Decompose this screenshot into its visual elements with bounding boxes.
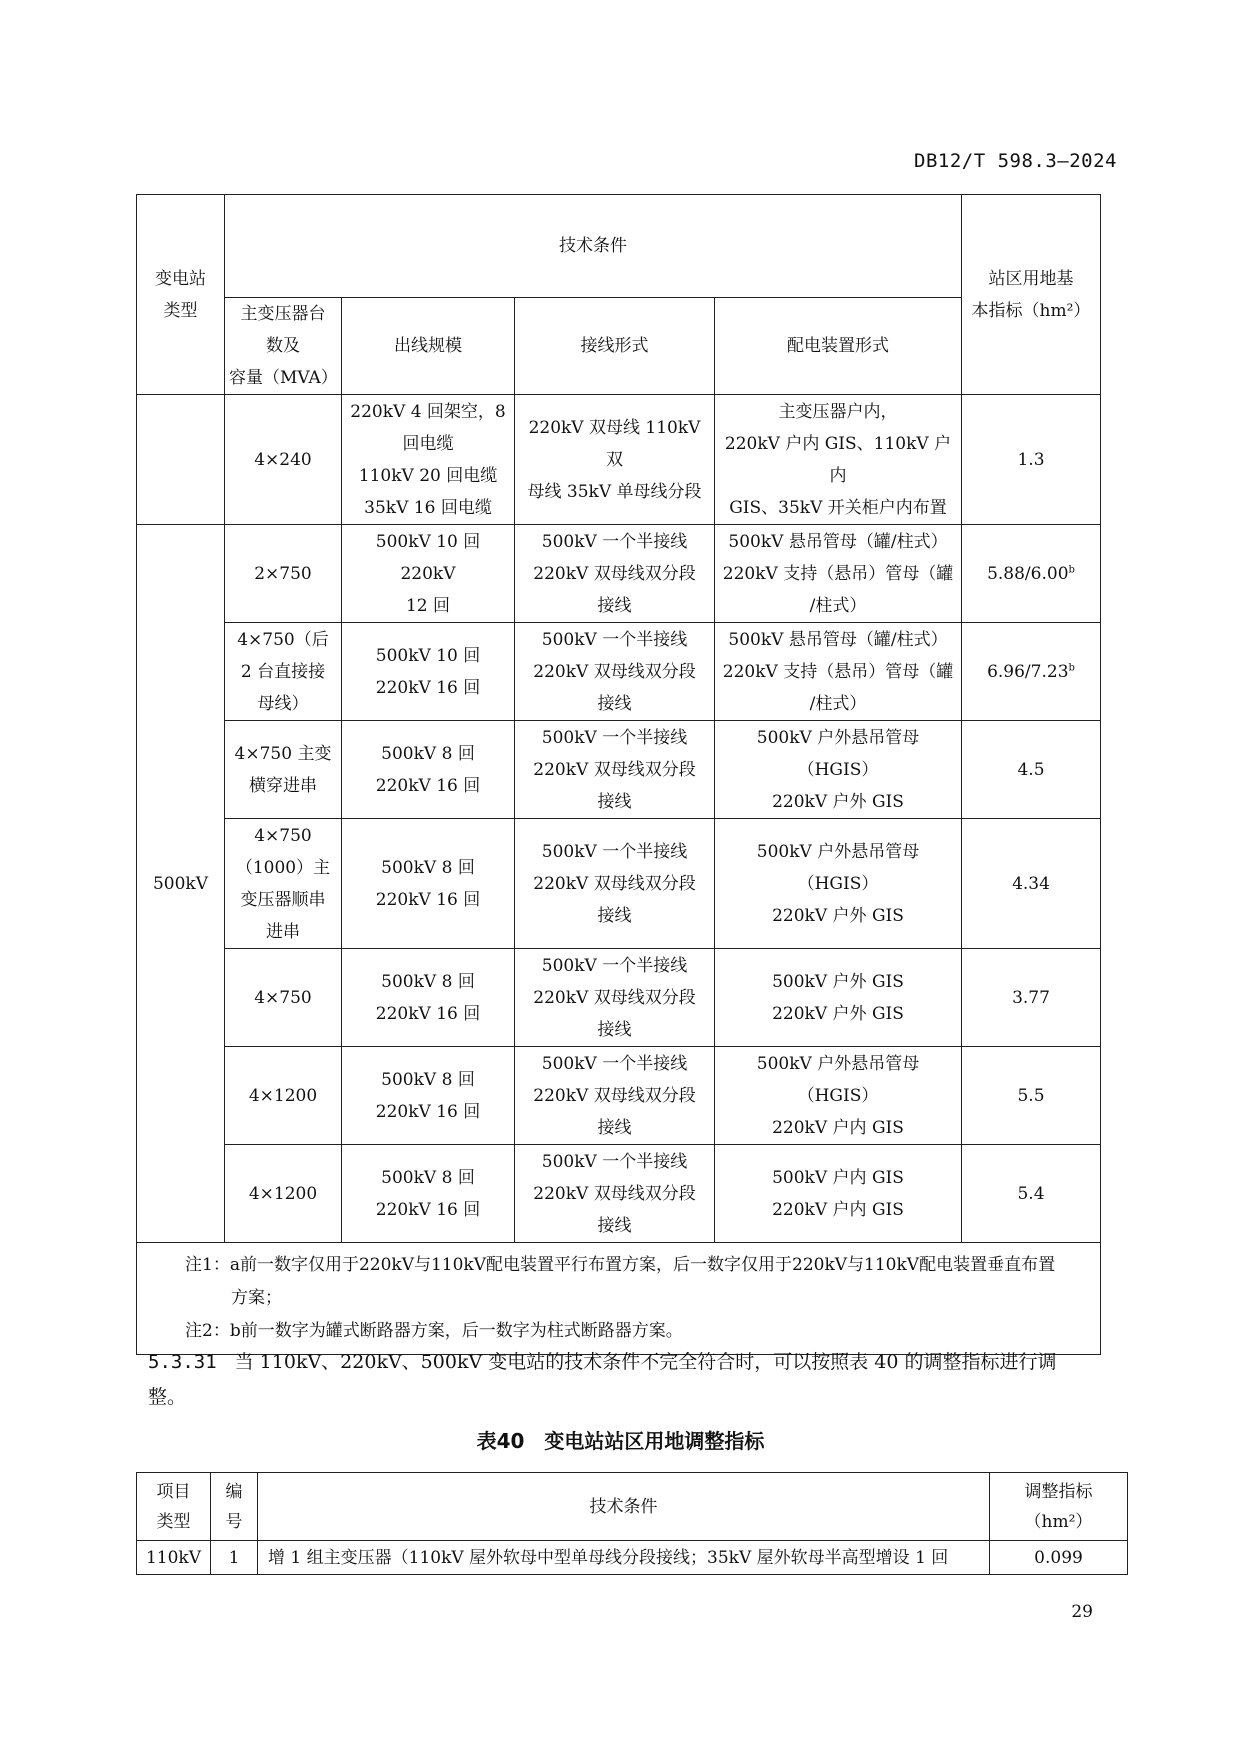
document-code: DB12/T 598.3—2024	[914, 150, 1117, 172]
table-row	[137, 1541, 1128, 1575]
cell-index: 6.96/7.23$^b$	[962, 623, 1101, 721]
table-row	[137, 395, 1101, 525]
cell-group-500kv: 500kV	[137, 525, 225, 1243]
cell-index: 5.88/6.00$^b$	[962, 525, 1101, 623]
cell-index: 1.3	[962, 395, 1101, 525]
header-wiring: 接线形式	[515, 298, 715, 395]
cell-switchgear: 500kV 悬吊管母（罐/柱式） 220kV 支持（悬吊）管母（罐 /柱式）	[715, 525, 962, 623]
cell-index: 5.4	[962, 1145, 1101, 1243]
cell-wiring: 500kV 一个半接线 220kV 双母线双分段 接线	[515, 721, 715, 819]
cell-wiring: 500kV 一个半接线 220kV 双母线双分段 接线	[515, 623, 715, 721]
table-row	[137, 819, 1101, 949]
cell-outlets: 500kV 8 回 220kV 16 回	[342, 949, 515, 1047]
cell-transformer: 4×750（后 2 台直接接 母线）	[225, 623, 342, 721]
clause-text: 当 110kV、220kV、500kV 变电站的技术条件不完全符合时，可以按照表 40 的调整指标进行调	[234, 1351, 1057, 1373]
cell-outlets: 220kV 4 回架空，8 回电缆 110kV 20 回电缆 35kV 16 回电缆	[342, 395, 515, 525]
cell-wiring: 220kV 双母线 110kV 双 母线 35kV 单母线分段	[515, 395, 715, 525]
cell-switchgear: 500kV 户外悬吊管母（HGIS） 220kV 户外 GIS	[715, 819, 962, 949]
cell-index: 0.099	[990, 1541, 1128, 1575]
cell-outlets: 500kV 8 回 220kV 16 回	[342, 1145, 515, 1243]
table-row	[137, 1047, 1101, 1145]
header-item-type: 项目 类型	[137, 1473, 211, 1541]
cell-tech: 增 1 组主变压器（110kV 屋外软母中型单母线分段接线；35kV 屋外软母半高型增设 1 回	[258, 1541, 990, 1575]
cell-transformer: 4×750 （1000）主 变压器顺串 进串	[225, 819, 342, 949]
cell-transformer: 4×750	[225, 949, 342, 1047]
clause-number: 5.3.31	[148, 1351, 217, 1373]
cell-wiring: 500kV 一个半接线 220kV 双母线双分段 接线	[515, 1145, 715, 1243]
header-number: 编 号	[211, 1473, 258, 1541]
cell-outlets: 500kV 8 回 220kV 16 回	[342, 819, 515, 949]
table-row	[137, 623, 1101, 721]
cell-switchgear: 500kV 户外 GIS 220kV 户外 GIS	[715, 949, 962, 1047]
cell-index: 5.5	[962, 1047, 1101, 1145]
header-tech: 技术条件	[258, 1473, 990, 1541]
header-land-index: 站区用地基 本指标（hm²）	[962, 195, 1101, 395]
header-switchgear: 配电装置形式	[715, 298, 962, 395]
cell-switchgear: 500kV 户外悬吊管母 （HGIS） 220kV 户内 GIS	[715, 1047, 962, 1145]
cell-outlets: 500kV 10 回 220kV 16 回	[342, 623, 515, 721]
clause-text-cont: 整。	[148, 1386, 187, 1408]
header-tech-conditions: 技术条件	[225, 195, 962, 298]
cell-outlets: 500kV 8 回 220kV 16 回	[342, 1047, 515, 1145]
cell-outlets: 500kV 10 回 220kV 12 回	[342, 525, 515, 623]
land-index-table-39	[136, 194, 1101, 1355]
table-notes-row	[137, 1243, 1101, 1355]
land-adjust-table-40	[136, 1472, 1128, 1575]
header-station-type: 变电站 类型	[137, 195, 225, 395]
cell-transformer: 4×240	[225, 395, 342, 525]
cell-switchgear: 500kV 户内 GIS 220kV 户内 GIS	[715, 1145, 962, 1243]
cell-type: 110kV	[137, 1541, 211, 1575]
page-number: 29	[1071, 1602, 1093, 1622]
cell-transformer: 4×1200	[225, 1145, 342, 1243]
cell-transformer: 4×750 主变 横穿进串	[225, 721, 342, 819]
table-row	[137, 525, 1101, 623]
cell-switchgear: 500kV 户外悬吊管母（HGIS） 220kV 户外 GIS	[715, 721, 962, 819]
cell-blank	[137, 395, 225, 525]
cell-wiring: 500kV 一个半接线 220kV 双母线双分段 接线	[515, 525, 715, 623]
cell-index: 4.5	[962, 721, 1101, 819]
table-notes	[137, 1243, 1101, 1355]
table-row	[137, 1145, 1101, 1243]
table-row	[137, 721, 1101, 819]
cell-wiring: 500kV 一个半接线 220kV 双母线双分段 接线	[515, 819, 715, 949]
cell-wiring: 500kV 一个半接线 220kV 双母线双分段 接线	[515, 949, 715, 1047]
cell-transformer: 2×750	[225, 525, 342, 623]
cell-transformer: 4×1200	[225, 1047, 342, 1145]
cell-index: 3.77	[962, 949, 1101, 1047]
cell-switchgear: 500kV 悬吊管母（罐/柱式） 220kV 支持（悬吊）管母（罐 /柱式）	[715, 623, 962, 721]
note-1: 注1：a前一数字仅用于220kV与110kV配电装置平行布置方案，后一数字仅用于220kV与110kV配电装置垂直布置 方案；	[185, 1255, 1056, 1308]
note-2: 注2：b前一数字为罐式断路器方案，后一数字为柱式断路器方案。	[185, 1321, 683, 1341]
header-transformer: 主变压器台 数及 容量（MVA）	[225, 298, 342, 395]
cell-outlets: 500kV 8 回 220kV 16 回	[342, 721, 515, 819]
clause-5-3-31	[148, 1345, 1108, 1415]
header-outlets: 出线规模	[342, 298, 515, 395]
cell-index: 4.34	[962, 819, 1101, 949]
cell-wiring: 500kV 一个半接线 220kV 双母线双分段 接线	[515, 1047, 715, 1145]
cell-switchgear: 主变压器户内， 220kV 户内 GIS、110kV 户内 GIS、35kV 开关柜户内布置	[715, 395, 962, 525]
header-adjust-index: 调整指标 （hm²）	[990, 1473, 1128, 1541]
table-row	[137, 949, 1101, 1047]
cell-number: 1	[211, 1541, 258, 1575]
table-40-title: 表40 变电站站区用地调整指标	[476, 1429, 765, 1453]
